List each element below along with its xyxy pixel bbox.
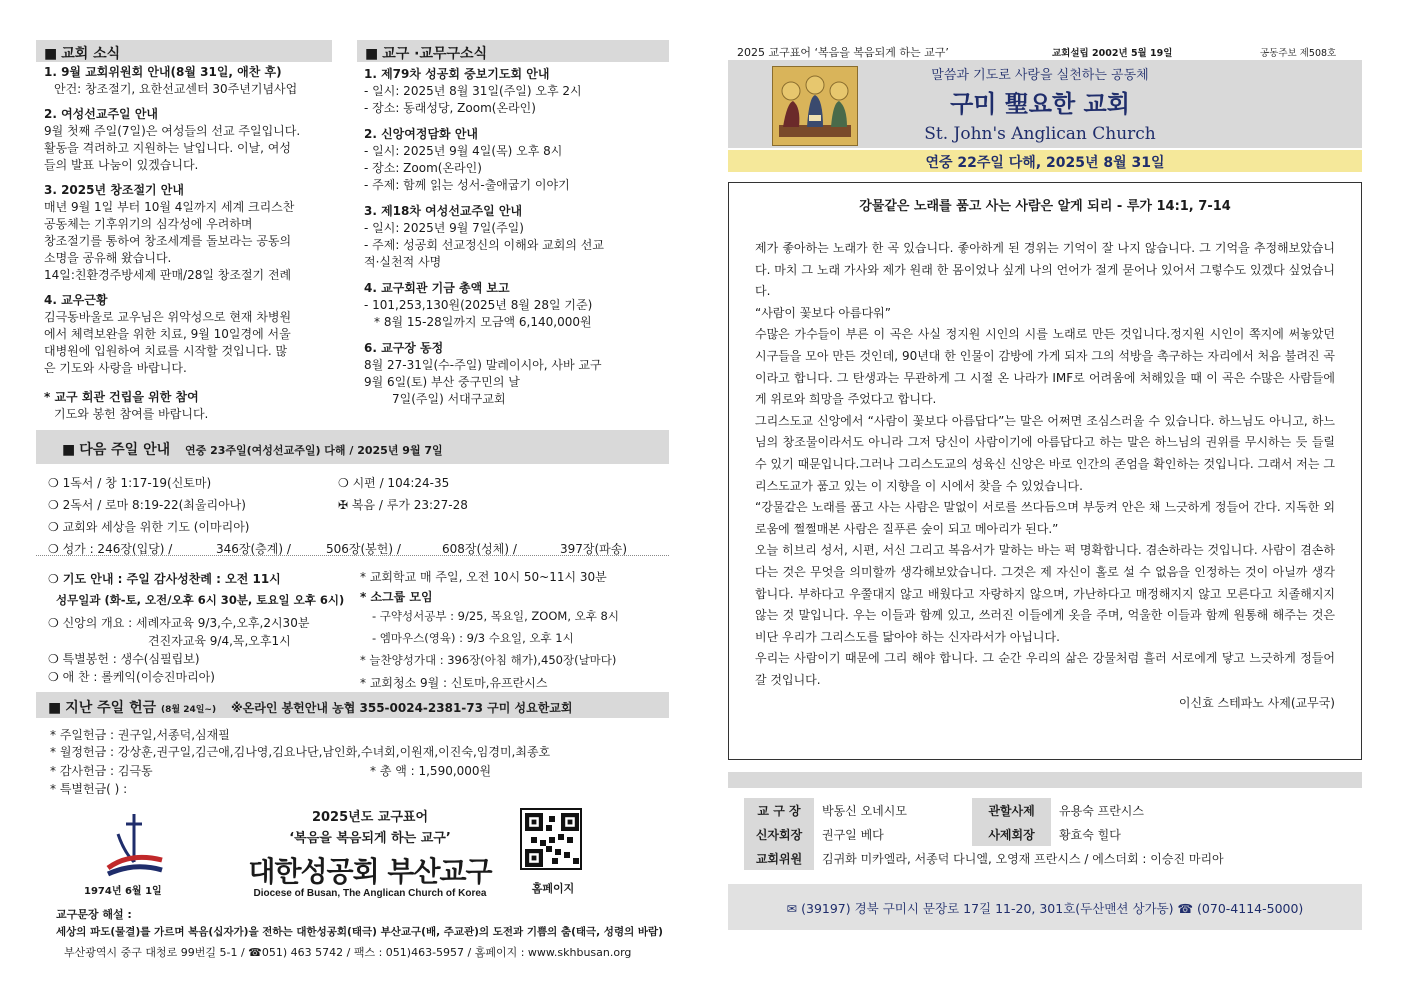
church-news-note-line: 기도와 봉헌 참여를 바랍니다.	[54, 407, 209, 421]
reading-1: ❍ 1독서 / 창 1:17-19(신토마)	[48, 476, 212, 490]
emblem-description: 세상의 파도(물결)를 가르며 복음(십자가)을 전하는 대한성공회(태극) 부산교구(배, 주교관)의 도전과 기쁨의 춤(태극, 성령의 바람)	[56, 926, 663, 938]
staff-row	[744, 798, 1232, 822]
bulletin-issue: 공동주보 제508호	[1260, 48, 1337, 59]
diocese-news-line: - 101,253,130원(2025년 8월 28일 기준)	[364, 298, 593, 312]
diocese-news-line: - 일시: 2025년 8월 31일(주일) 오후 2시	[364, 84, 582, 98]
church-news-line: 안건: 창조절기, 요한선교센터 30주년기념사업	[54, 82, 298, 96]
contact-band	[728, 884, 1362, 930]
church-news-item-title: 3. 2025년 창조절기 안내	[44, 183, 184, 197]
sunday-school: * 교회학교 매 주일, 오전 10시 50~11시 30분	[360, 570, 607, 584]
service-time: ❍ 기도 안내 : 주일 감사성찬례 : 오전 11시	[48, 572, 281, 586]
church-news-note-title: * 교구 회관 건립을 위한 참여	[44, 390, 199, 404]
church-news-line: 들의 발표 나눔이 있겠습니다.	[44, 158, 199, 172]
church-news-line: 은 기도와 사랑을 바랍니다.	[44, 361, 187, 375]
diocese-news-item-title: 1. 제79차 성공회 중보기도회 안내	[364, 67, 550, 81]
homepage-label: 홈페이지	[531, 882, 575, 895]
sailboat-cross-icon	[100, 812, 170, 882]
liturgical-date: 연중 22주일 다해, 2025년 8월 31일	[728, 150, 1362, 172]
staff-row	[744, 846, 1232, 870]
diocese-founded: 1974년 6월 1일	[84, 886, 162, 897]
sermon-paragraph: “사람이 꽃보다 아름다워”	[755, 305, 891, 320]
masthead-tagline: 말씀과 기도로 사랑을 실천하는 공동체	[931, 68, 1149, 83]
sermon-body	[755, 238, 1335, 715]
diocese-news-line: - 일시: 2025년 9월 7일(주일)	[364, 221, 524, 235]
staff-label: 교 구 장	[744, 798, 814, 822]
church-news-line: 에서 체력보완을 위한 치료, 9월 10일경에 서울	[44, 327, 291, 341]
church-founded: 교회설립 2002년 5월 19일	[1052, 48, 1173, 59]
next-sunday-readings	[36, 464, 669, 556]
offering-thanks: * 감사헌금 : 김극동	[50, 764, 153, 778]
next-sunday-subtitle: 연중 23주일(여성선교주일) 다해 / 2025년 9월 7일	[185, 444, 443, 457]
square-bullet-icon: ■	[365, 46, 379, 62]
church-news-body	[44, 62, 336, 423]
church-news-item-title: 2. 여성선교주일 안내	[44, 107, 159, 121]
diocese-news-item-title: 3. 제18차 여성선교주일 안내	[364, 204, 523, 218]
special-offering: ❍ 특별봉헌 : 생수(심필립보)	[48, 652, 200, 666]
gospel: ✠ 복음 / 루가 23:27-28	[338, 498, 468, 512]
church-news-header: ■ 교회 소식	[36, 40, 332, 62]
church-news-item-title: 1. 9월 교회위원회 안내(8월 31일, 애찬 후)	[44, 65, 282, 79]
diocese-news-line: - 장소: 동래성당, Zoom(온라인)	[364, 101, 536, 115]
offering-body	[36, 722, 669, 798]
psalm: ❍ 시편 / 104:24-35	[338, 476, 450, 490]
church-news-line: 활동을 격려하고 지원하는 날입니다. 이날, 여성	[44, 141, 291, 155]
sermon-box	[728, 182, 1362, 760]
square-bullet-icon: ■	[44, 46, 58, 62]
church-cleaning: * 교회청소 9월 : 신토마,유프란시스	[360, 676, 548, 690]
hymn-2: 346장(층계) /	[216, 542, 291, 556]
diocese-news-line: 적·실천적 사명	[364, 255, 442, 269]
hymn-5: 397장(파송)	[560, 542, 628, 556]
faith-course-confirmation: 견진자교육 9/4,목,오후1시	[148, 634, 291, 648]
diocese-news-line: 7일(주일) 서대구교회	[392, 392, 506, 406]
next-sunday-details	[36, 562, 669, 690]
sermon-paragraph: “강물같은 노래를 품고 사는 사람은 말없이 서로를 쓰다듬으며 부둥켜 안은 채 느긋하게 정들어 간다. 지독한 외로움에 쩔쩔매본 사람은 질푸른 숲이 되고 메아리가 된다.”	[755, 500, 1335, 536]
hymn-3: 506장(봉헌) /	[326, 542, 401, 556]
choir: * 늘찬양성가대 : 396장(아침 해가),450장(날마다)	[360, 653, 617, 667]
diocese-motto: ‘복음을 복음되게 하는 교구’	[289, 831, 451, 846]
diocese-news-item-title: 2. 신앙여정담화 안내	[364, 127, 479, 141]
offering-special: * 특별헌금( ) :	[50, 782, 128, 796]
staff-table	[744, 798, 1232, 870]
sermon-title: 강물같은 노래를 품고 사는 사람은 알게 되리 - 루가 14:1, 7-14	[859, 199, 1231, 214]
staff-label: 관할사제	[972, 798, 1051, 822]
church-news-item-title: 4. 교우근황	[44, 293, 108, 307]
sermon-paragraph: 그리스도교 신앙에서 “사람이 꽃보다 아름답다”는 말은 어쩌면 조심스러울 수 있습니다. 하느님도 아니고, 하느님의 창조물이라서도 아니라 그저 당신이 사람이기에 아름답다고 하는 말은 하느님의 권위를 무시하는 듯 들릴 수 있기 때문입니다.그러나 그리스도교의 성육신 신앙은 바로 인간의 존엄을 확인하는 것입니다. 그래서 저는 그리스도교가 품고 있는 이 지향을 이 시에서 찾을 수 있었습니다.	[755, 413, 1335, 493]
reading-2: ❍ 2독서 / 로마 8:19-22(최울리아나)	[48, 498, 246, 512]
diocese-logo	[100, 812, 170, 882]
offering-header: ■ 지난 주일 헌금 (8월 24일~) ※온라인 봉헌안내 농협 355-0024-2381-73 구미 성요한교회	[36, 692, 669, 718]
diocese-news-item-title: 4. 교구회관 기금 총액 보고	[364, 281, 510, 295]
trinity-icon-image	[773, 67, 857, 145]
qr-code-icon	[525, 813, 579, 867]
church-news-line: 14일:친환경주방세제 판매/28일 창조절기 전례	[44, 268, 292, 282]
hymn-1: ❍ 성가 : 246장(입당) /	[48, 542, 173, 556]
emblem-title: 교구문장 해설 :	[56, 908, 132, 921]
diocese-news-line: - 주제: 함께 읽는 성서-출애굽기 이야기	[364, 178, 570, 192]
diocese-news-body	[364, 64, 666, 408]
offering-monthly: * 월정헌금 : 강상훈,권구일,김근애,김나영,김요나단,남인화,수녀회,이원재,이진숙,임경미,최종호	[50, 745, 551, 759]
sermon-signature: 이신효 스테파노 사제(교무국)	[1178, 696, 1335, 711]
church-news-line: 소명을 공유해 왔습니다.	[44, 251, 172, 265]
church-news-line: 창조절기를 통하여 창조세계를 돌보라는 공동의	[44, 234, 292, 248]
staff-value: 유용숙 프란시스	[1059, 803, 1144, 818]
divider-band	[728, 772, 1362, 788]
offering-date-note: (8월 24일~)	[161, 705, 217, 715]
intercession-prayer: ❍ 교회와 세상을 위한 기도 (이마리아)	[48, 520, 250, 534]
sermon-paragraph: 수많은 가수들이 부른 이 곡은 사실 정지원 시인의 시를 노래로 만든 것입니다.정지원 시인이 쪽지에 써놓았던 시구들을 모아 만든 것인데, 90년대 한 인물이 감방에 가게 되자 그의 석방을 촉구하는 자리에서 처음 불려진 곡이라고 합니다. 그 탄생과는 무관하게 그 시절 온 나라가 IMF로 어려움에 처해있을 때 이 곡은 수많은 사람들에게 위로와 희망을 주었다고 합니다.	[755, 327, 1335, 407]
offering-total: * 총 액 : 1,590,000원	[370, 764, 492, 778]
diocese-motto-year: 2025년도 교구표어	[311, 810, 429, 825]
sermon-paragraph: 제가 좋아하는 노래가 한 곡 있습니다. 좋아하게 된 경위는 기억이 잘 나지 않습니다. 그 기억을 추정해보았습니다. 마치 그 노래 가사와 제가 원래 한 몸이었나 싶게 나의 언어가 절게 묻어나 있어서 그렇수도 있겠다 싶었습니다.	[755, 241, 1335, 299]
church-name-en: St. John's Anglican Church	[924, 124, 1156, 144]
diocese-news-line: - 장소: Zoom(온라인)	[364, 161, 482, 175]
small-group-emmaus: - 엠마우스(영육) : 9/3 수요일, 오후 1시	[372, 631, 574, 645]
faith-course-baptism: ❍ 신앙의 개요 : 세례자교육 9/3,수,오후,2시30분	[48, 616, 310, 630]
diocese-news-header: ■ 교구 ·교무구소식	[357, 40, 669, 62]
diocese-news-line: - 일시: 2025년 9월 4일(목) 오후 8시	[364, 144, 563, 158]
diocese-name-en: Diocese of Busan, The Anglican Church of Korea	[253, 888, 487, 899]
diocese-news-item-title: 6. 교구장 동정	[364, 341, 444, 355]
fellowship-meal: ❍ 애 찬 : 롤케익(이승진마리아)	[48, 670, 215, 684]
daily-office: 성무일과 (화-토, 오전/오후 6시 30분, 토요일 오후 6시)	[56, 593, 345, 607]
hymn-4: 608장(성체) /	[442, 542, 517, 556]
diocese-news-line: * 8월 15-28일까지 모금액 6,140,000원	[374, 315, 592, 329]
diocese-news-line: 8월 27-31일(수-주일) 말레이시아, 사바 교구	[364, 358, 602, 372]
staff-value: 박동신 오네시모	[822, 803, 907, 818]
square-bullet-icon: ■	[48, 700, 62, 716]
church-news-line: 매년 9월 1일 부터 10월 4일까지 세계 크리스찬	[44, 200, 295, 214]
church-news-line: 9월 첫째 주일(7일)은 여성들의 선교 주일입니다.	[44, 124, 301, 138]
trinity-icon	[772, 66, 858, 146]
sermon-paragraph: 우리는 사람이기 때문에 그리 해야 합니다. 그 순간 우리의 삶은 강물처럼 흘러 서로에게 닿고 느긋하게 정들어 갈 것입니다.	[755, 651, 1335, 687]
next-sunday-header: ■ 다음 주일 안내 연중 23주일(여성선교주일) 다해 / 2025년 9월 7일	[36, 430, 669, 464]
staff-label: 신자회장	[744, 822, 814, 846]
online-offering-info: ※온라인 봉헌안내 농협 355-0024-2381-73 구미 성요한교회	[230, 701, 573, 715]
staff-label: 교회위원	[744, 846, 814, 870]
diocese-motto-block	[220, 806, 520, 899]
staff-row	[744, 822, 1232, 846]
staff-value: 김귀화 미카엘라, 서종덕 다니엘, 오영재 프란시스 / 에스더회 : 이승진 마리아	[822, 851, 1224, 866]
church-news-line: 김극동바울로 교우님은 위악성으로 현재 차병원	[44, 310, 292, 324]
square-bullet-icon: ■	[62, 442, 76, 458]
church-news-line: 대병원에 입원하여 치료를 시작할 것입니다. 많	[44, 344, 288, 358]
church-name-ko: 구미 聖요한 교회	[950, 89, 1130, 118]
church-news-line: 공동체는 기후위기의 심각성에 우려하며	[44, 217, 253, 231]
diocese-news-line: 9월 6일(토) 부산 중구민의 날	[364, 375, 520, 389]
staff-value: 권구일 베다	[822, 827, 884, 842]
diocese-name-ko: 대한성공회 부산교구	[248, 855, 492, 888]
top-motto: 2025 교구표어 ‘복음을 복음되게 하는 교구’	[737, 46, 949, 59]
diocese-address: 부산광역시 중구 대청로 99번길 5-1 / ☎051) 463 5742 / 팩스 : 051)463-5957 / 홈페이지 : www.skhbusan.org	[64, 946, 632, 959]
diocese-news-line: - 주제: 성공회 선교정신의 이해와 교회의 선교	[364, 238, 604, 252]
staff-label: 사제회장	[972, 822, 1051, 846]
small-groups: * 소그룹 모임	[360, 590, 433, 604]
small-group-bible-study: - 구약성서공부 : 9/25, 목요일, ZOOM, 오후 8시	[372, 609, 619, 623]
staff-value: 황효숙 힐다	[1059, 827, 1121, 842]
contact-info: ✉ (39197) 경북 구미시 문장로 17길 11-20, 301호(두산맨션 상가동) ☎ (070-4114-5000)	[786, 901, 1304, 916]
offering-sunday: * 주일헌금 : 권구일,서종덕,심재필	[50, 728, 230, 742]
sermon-paragraph: 오늘 히브리 성서, 시편, 서신 그리고 복음서가 말하는 바는 퍽 명확합니다. 겸손하라는 것입니다. 사람이 겸손하다는 것은 무엇을 의미할까 생각해보았습니다. 그것은 제 자신이 홀로 설 수 없음을 인정하는 것이 아닐까 생각합니다. 부하다고 우쭐대지 않고 배웠다고 자랑하지 않으며, 가난하다고 매정해지지 않고 모른다고 치졸해지지 않는 것 말입니다. 우는 이들과 함께 있고, 쓰러진 이들에게 옷을 주며, 억울한 이들과 함께 원통해 해주는 것은 비단 우리가 그리스도를 닮아야 하는 신자라서가 아닙니다.	[755, 543, 1335, 644]
homepage-qr-code[interactable]	[520, 808, 582, 870]
